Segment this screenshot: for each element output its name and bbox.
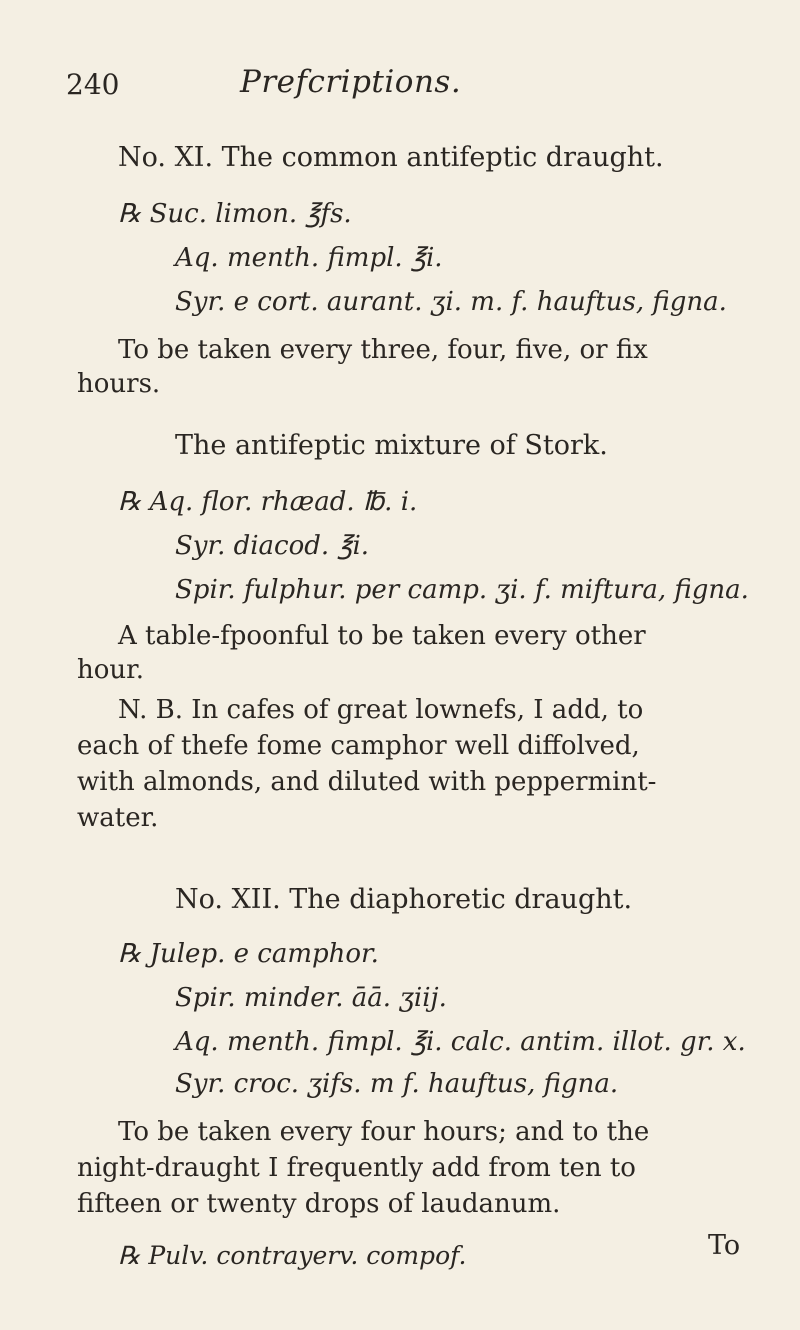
section-heading: No. XI. The common antifeptic draught.: [118, 142, 664, 173]
directions-line: hour.: [77, 655, 144, 685]
recipe-line: Spir. fulphur. per camp. ʒi. f. miftura, figna.: [175, 575, 749, 605]
directions-line: To be taken every three, four, five, or fix: [118, 335, 648, 365]
recipe-line: ℞ Aq. flor. rhæad. ℔. i.: [118, 487, 418, 517]
page-header: [0, 64, 800, 118]
recipe-line: Syr. diacod. ℥i.: [175, 531, 370, 561]
directions-line: fifteen or twenty drops of laudanum.: [77, 1189, 561, 1219]
note-line: water.: [77, 803, 159, 833]
recipe-line: ℞ Julep. e camphor.: [118, 939, 379, 969]
recipe-line: ℞ Suc. limon. ℥fs.: [118, 199, 352, 229]
directions-line: hours.: [77, 369, 161, 399]
page-number: 240: [66, 68, 120, 101]
recipe-line: Syr. e cort. aurant. ʒi. m. f. hauftus, figna.: [175, 287, 727, 317]
recipe-line: Aq. menth. fimpl. ℥i.: [175, 243, 443, 273]
recipe-line: Syr. croc. ʒifs. m f. hauftus, figna.: [175, 1069, 619, 1099]
recipe-line: Spir. minder. āā. ʒiij.: [175, 983, 447, 1013]
recipe-line: Aq. menth. fimpl. ℥i. calc. antim. illot. gr. x.: [175, 1027, 746, 1057]
note-line: each of thefe fome camphor well diffolved,: [77, 731, 640, 761]
note-line: with almonds, and diluted with peppermint-: [77, 767, 657, 797]
directions-line: night-draught I frequently add from ten to: [77, 1153, 636, 1183]
catchword: To: [708, 1230, 741, 1261]
section-heading: The antifeptic mixture of Stork.: [175, 430, 608, 461]
recipe-line: ℞ Pulv. contrayerv. compof.: [118, 1241, 467, 1270]
running-head: Prefcriptions.: [240, 64, 462, 100]
note-line: N. B. In cafes of great lownefs, I add, to: [118, 695, 644, 725]
section-heading: No. XII. The diaphoretic draught.: [175, 884, 633, 915]
directions-line: To be taken every four hours; and to the: [118, 1117, 650, 1147]
directions-line: A table-fpoonful to be taken every other: [118, 621, 646, 651]
